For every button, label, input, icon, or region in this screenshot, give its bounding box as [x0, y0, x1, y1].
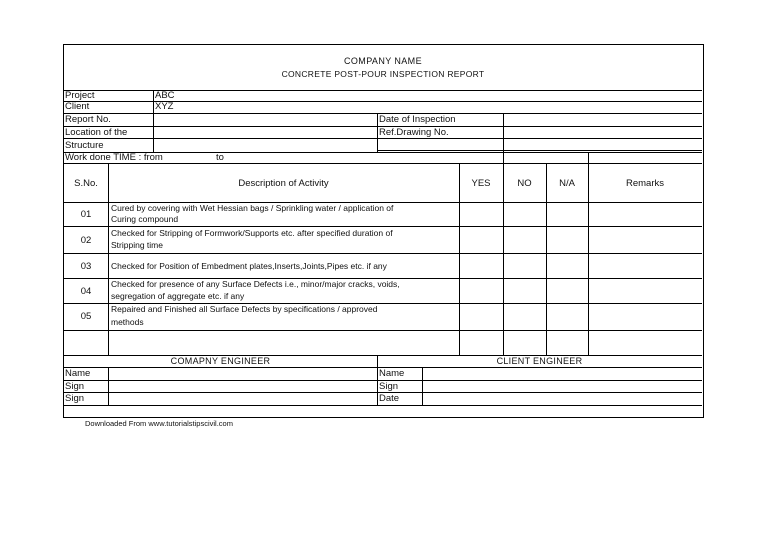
activity-description-line1: Cured by covering with Wet Hessian bags / Sprinkling water / application of — [111, 203, 394, 213]
divider — [64, 226, 702, 227]
company-sign-label: Sign — [65, 393, 85, 404]
row-number: 04 — [80, 286, 92, 297]
activity-description-line1: Checked for presence of any Surface Defects i.e., minor/major cracks, voids, — [111, 279, 400, 289]
col-sno-header: S.No. — [74, 178, 98, 189]
row-number: 02 — [80, 235, 92, 246]
location-label-line1: Location of the — [65, 127, 128, 138]
download-source-footer: Downloaded From www.tutorialstipscivil.com — [85, 419, 233, 428]
project-label: Project — [65, 90, 95, 101]
divider — [64, 253, 702, 254]
client-name-label: Name — [379, 368, 405, 379]
activity-description-line1: Checked for Stripping of Formwork/Supports etc. after specified duration of — [111, 228, 393, 238]
row-number: 03 — [80, 261, 92, 272]
divider — [108, 163, 109, 355]
divider — [64, 138, 702, 139]
client-date-label: Date — [379, 393, 400, 404]
divider — [64, 405, 702, 406]
activity-description-line1: Checked for Position of Embedment plates,Inserts,Joints,Pipes etc. if any — [111, 261, 387, 271]
activity-description-line2: segregation of aggregate etc. if any — [111, 291, 245, 301]
ref-drawing-label: Ref.Drawing No. — [379, 127, 449, 138]
divider — [503, 113, 504, 163]
divider — [546, 163, 547, 355]
client-sign-label: Sign — [379, 381, 399, 392]
row-number: 05 — [80, 311, 92, 322]
divider — [108, 367, 109, 405]
activity-description-line2: methods — [111, 317, 144, 327]
company-sign-label: Sign — [65, 381, 85, 392]
col-description-header: Description of Activity — [238, 178, 329, 189]
col-na-header: N/A — [559, 178, 575, 189]
divider — [153, 90, 154, 152]
inspection-report-form — [63, 44, 704, 418]
client-label: Client — [65, 101, 90, 112]
work-time-to-label: to — [216, 152, 224, 163]
col-yes-header: YES — [471, 178, 491, 189]
divider — [377, 113, 378, 152]
company-engineer-heading: COMAPNY ENGINEER — [170, 356, 271, 366]
divider — [588, 163, 589, 355]
work-time-label: Work done TIME : from — [65, 152, 163, 163]
activity-description-line2: Stripping time — [111, 240, 163, 250]
divider — [64, 163, 702, 164]
divider — [503, 163, 504, 355]
client-engineer-heading: CLIENT ENGINEER — [496, 356, 583, 366]
divider — [377, 150, 702, 151]
company-name-label: Name — [65, 368, 91, 379]
activity-description-line2: Curing compound — [111, 214, 179, 224]
location-label-line2: Structure — [65, 140, 104, 151]
report-no-label: Report No. — [65, 114, 111, 125]
divider — [64, 330, 702, 331]
col-remarks-header: Remarks — [625, 178, 664, 189]
report-title: CONCRETE POST-POUR INSPECTION REPORT — [281, 69, 485, 79]
divider — [588, 152, 589, 163]
col-no-header: NO — [517, 178, 532, 189]
divider — [459, 163, 460, 355]
activity-description-line1: Repaired and Finished all Surface Defects by specifications / approved — [111, 304, 378, 314]
divider — [422, 367, 423, 405]
row-number: 01 — [80, 209, 92, 220]
project-value: ABC — [155, 90, 175, 101]
client-value: XYZ — [155, 101, 174, 112]
date-of-inspection-label: Date of Inspection — [379, 114, 456, 125]
company-name: COMPANY NAME — [344, 56, 422, 66]
